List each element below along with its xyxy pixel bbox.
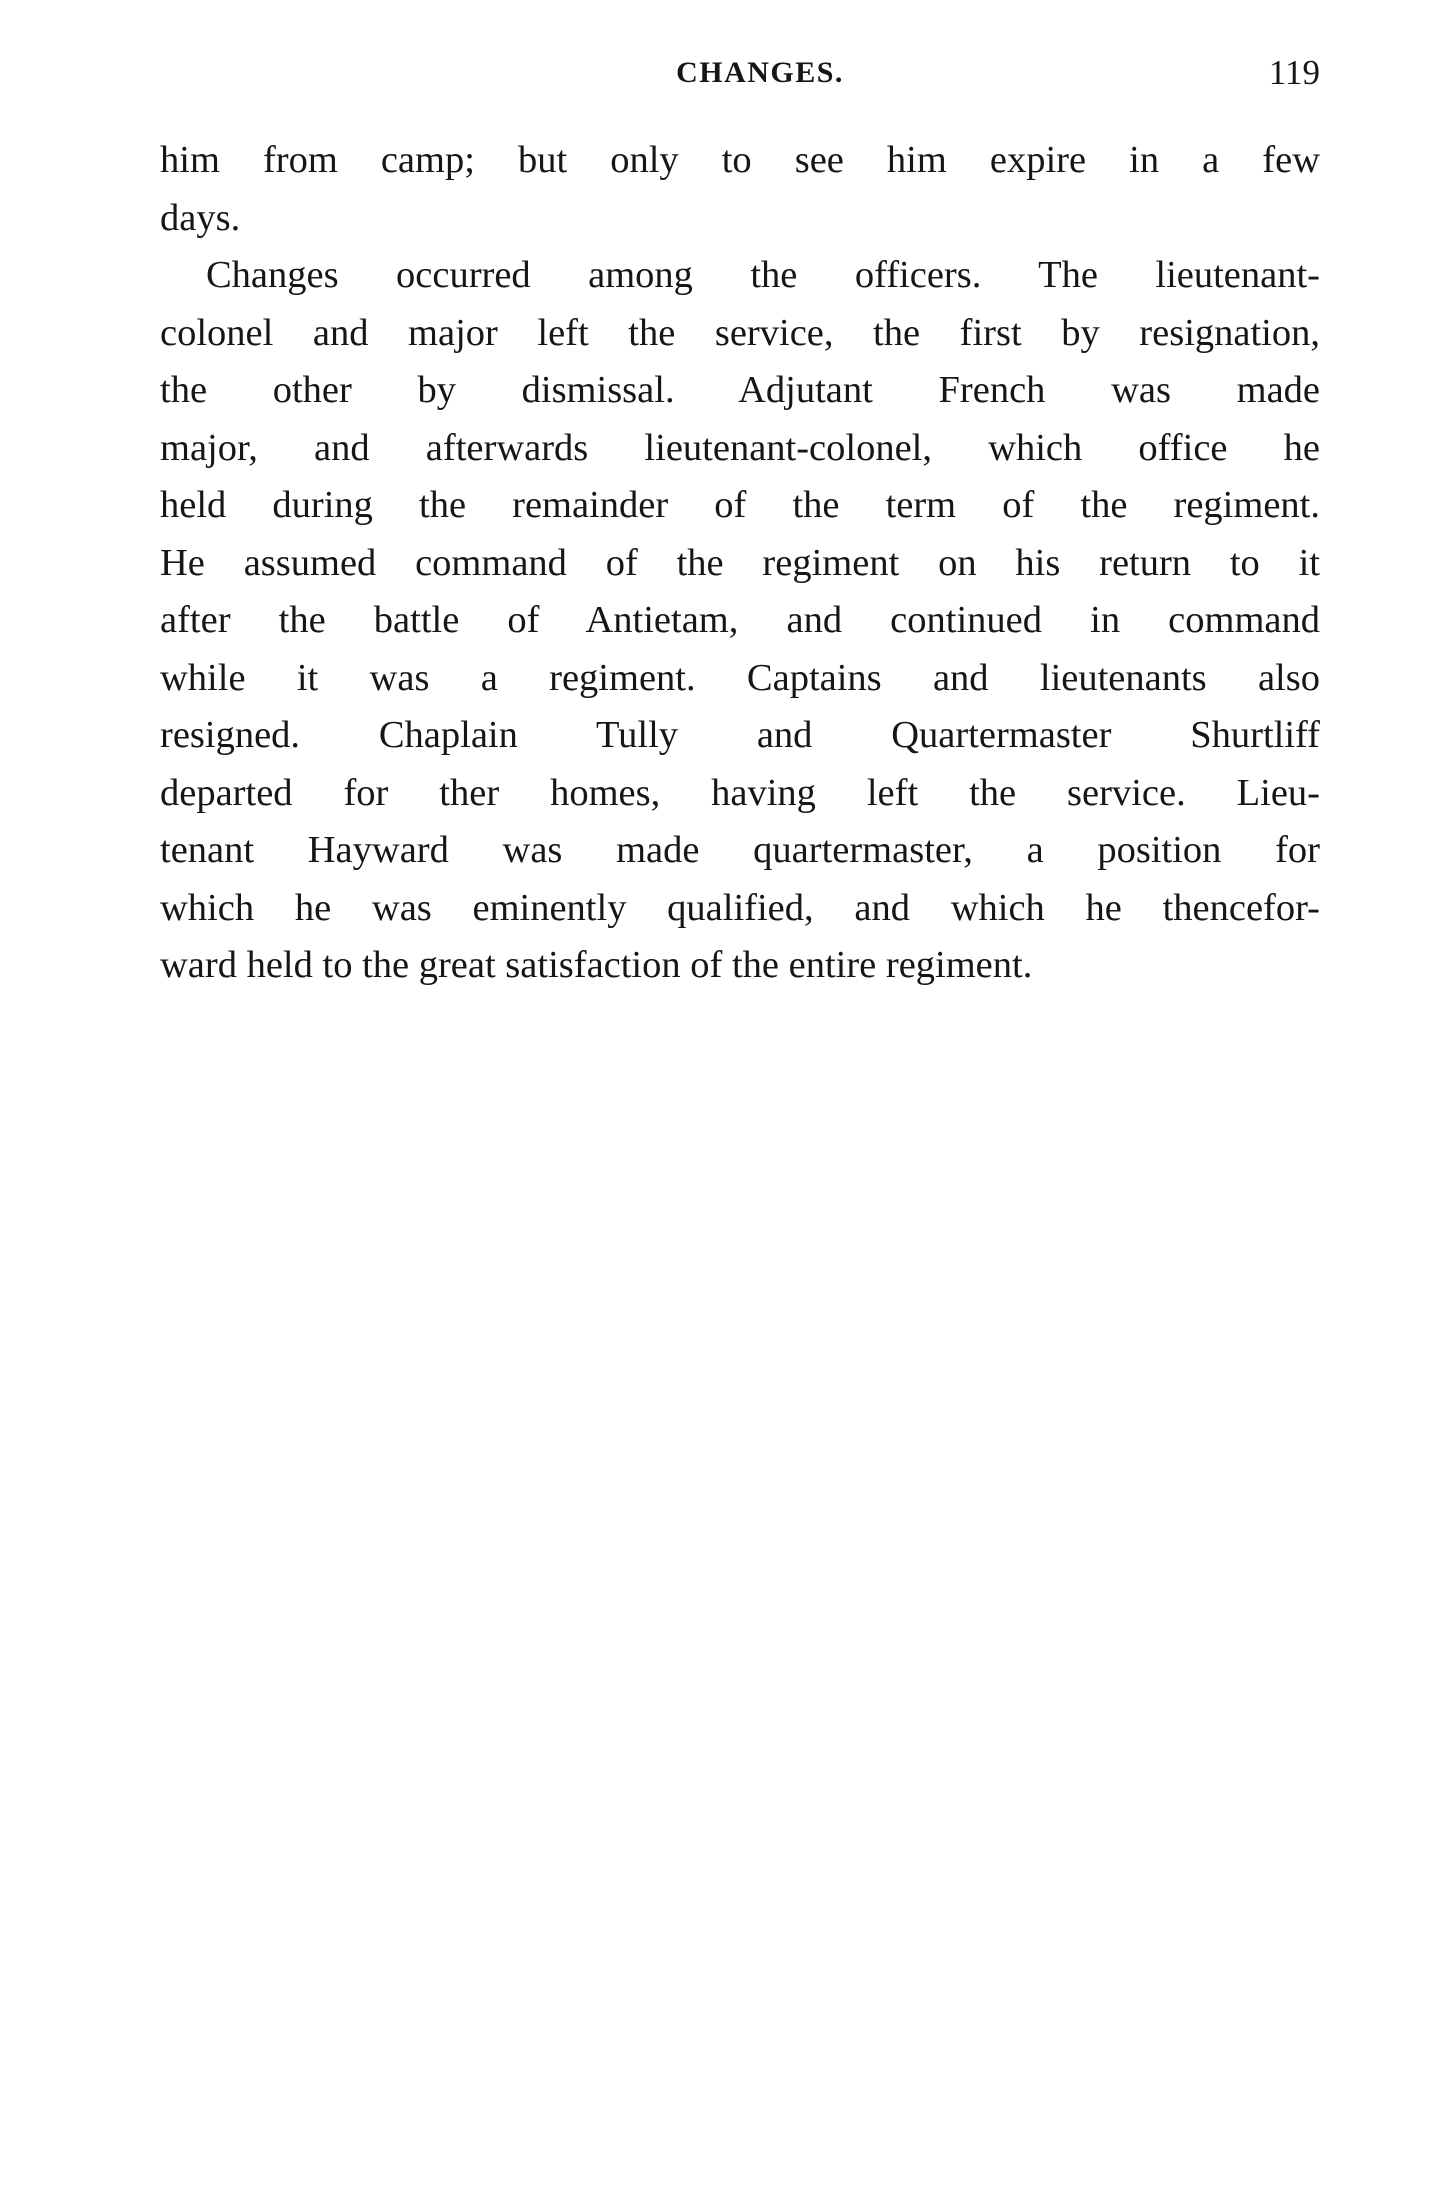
text-line: ward held to the great satisfaction of the entire regiment.: [160, 944, 1033, 986]
text-line: resigned. Chaplain Tully and Quartermaster Shurtliff: [160, 714, 1320, 756]
page-number: 119: [1268, 53, 1320, 92]
text-line: He assumed command of the regiment on his return to it: [160, 541, 1320, 584]
text-line: after the battle of Antietam, and continued in command: [160, 599, 1320, 641]
text-line: while it was a regiment. Captains and lieutenants also: [160, 656, 1320, 699]
text-line: held during the remainder of the term of the regiment.: [160, 484, 1320, 526]
text-line: departed for ther homes, having left the service. Lieu-: [160, 771, 1320, 814]
body-text: [160, 132, 1320, 995]
text-line: the other by dismissal. Adjutant French was made: [160, 369, 1320, 411]
text-line: Changes occurred among the officers. The lieutenant-: [206, 254, 1320, 296]
running-head: [160, 48, 1320, 98]
text-line: days.: [160, 196, 241, 239]
running-title: CHANGES.: [676, 56, 844, 89]
text-line: major, and afterwards lieutenant-colonel, which office he: [160, 426, 1320, 469]
text-line: which he was eminently qualified, and which he thencefor-: [160, 886, 1320, 929]
text-line: tenant Hayward was made quartermaster, a position for: [160, 829, 1320, 871]
text-line: colonel and major left the service, the first by resignation,: [160, 311, 1320, 354]
text-line: him from camp; but only to see him expire in a few: [160, 139, 1320, 181]
